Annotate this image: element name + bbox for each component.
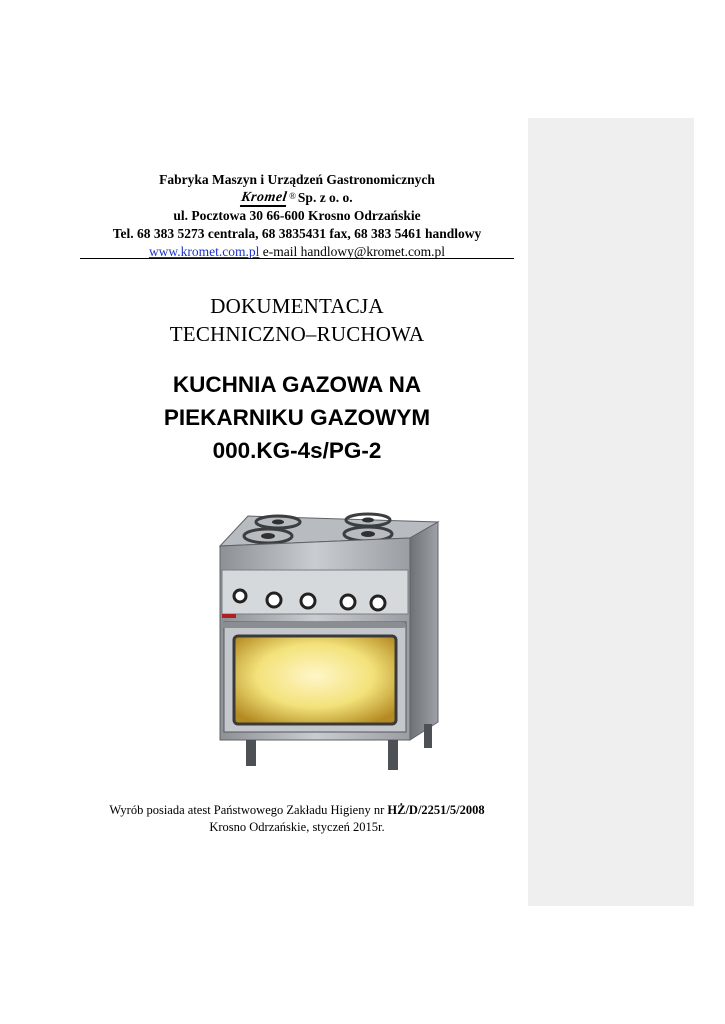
registered-mark: ® [289, 191, 296, 201]
product-model: 000.KG-4s/PG-2 [212, 438, 382, 463]
header-divider [80, 258, 514, 259]
company-name: Fabryka Maszyn i Urządzeń Gastronomicznych [159, 172, 435, 187]
place-date: Krosno Odrzańskie, styczeń 2015r. [209, 820, 385, 834]
right-sidebar-panel [528, 118, 694, 906]
document-title [80, 292, 514, 348]
product-title-line-1: KUCHNIA GAZOWA NA [172, 372, 422, 397]
document-title-line-2: TECHNICZNO–RUCHOWA [169, 322, 425, 346]
atest-line [80, 802, 514, 819]
logo-line [80, 189, 514, 207]
email-text: e-mail handlowy@kromet.com.pl [262, 244, 446, 259]
company-phones: Tel. 68 383 5273 centrala, 68 3835431 fax, 68 383 5461 handlowy [112, 226, 482, 241]
product-title [80, 368, 514, 467]
atest-number: HŻ/D/2251/5/2008 [387, 803, 485, 817]
footer [80, 802, 514, 836]
website-link[interactable]: www.kromet.com.pl [148, 244, 260, 259]
legal-form: Sp. z o. o. [297, 190, 353, 205]
stove-illustration [208, 508, 442, 770]
company-address: ul. Pocztowa 30 66-600 Krosno Odrzańskie [173, 208, 421, 223]
document-title-line-1: DOKUMENTACJA [210, 294, 384, 318]
atest-prefix: Wyrób posiada atest Państwowego Zakładu Higieny nr [109, 803, 385, 817]
product-title-line-2: PIEKARNIKU GAZOWYM [163, 405, 431, 430]
kromet-logo: Kromel [240, 190, 289, 205]
company-header [80, 171, 514, 261]
